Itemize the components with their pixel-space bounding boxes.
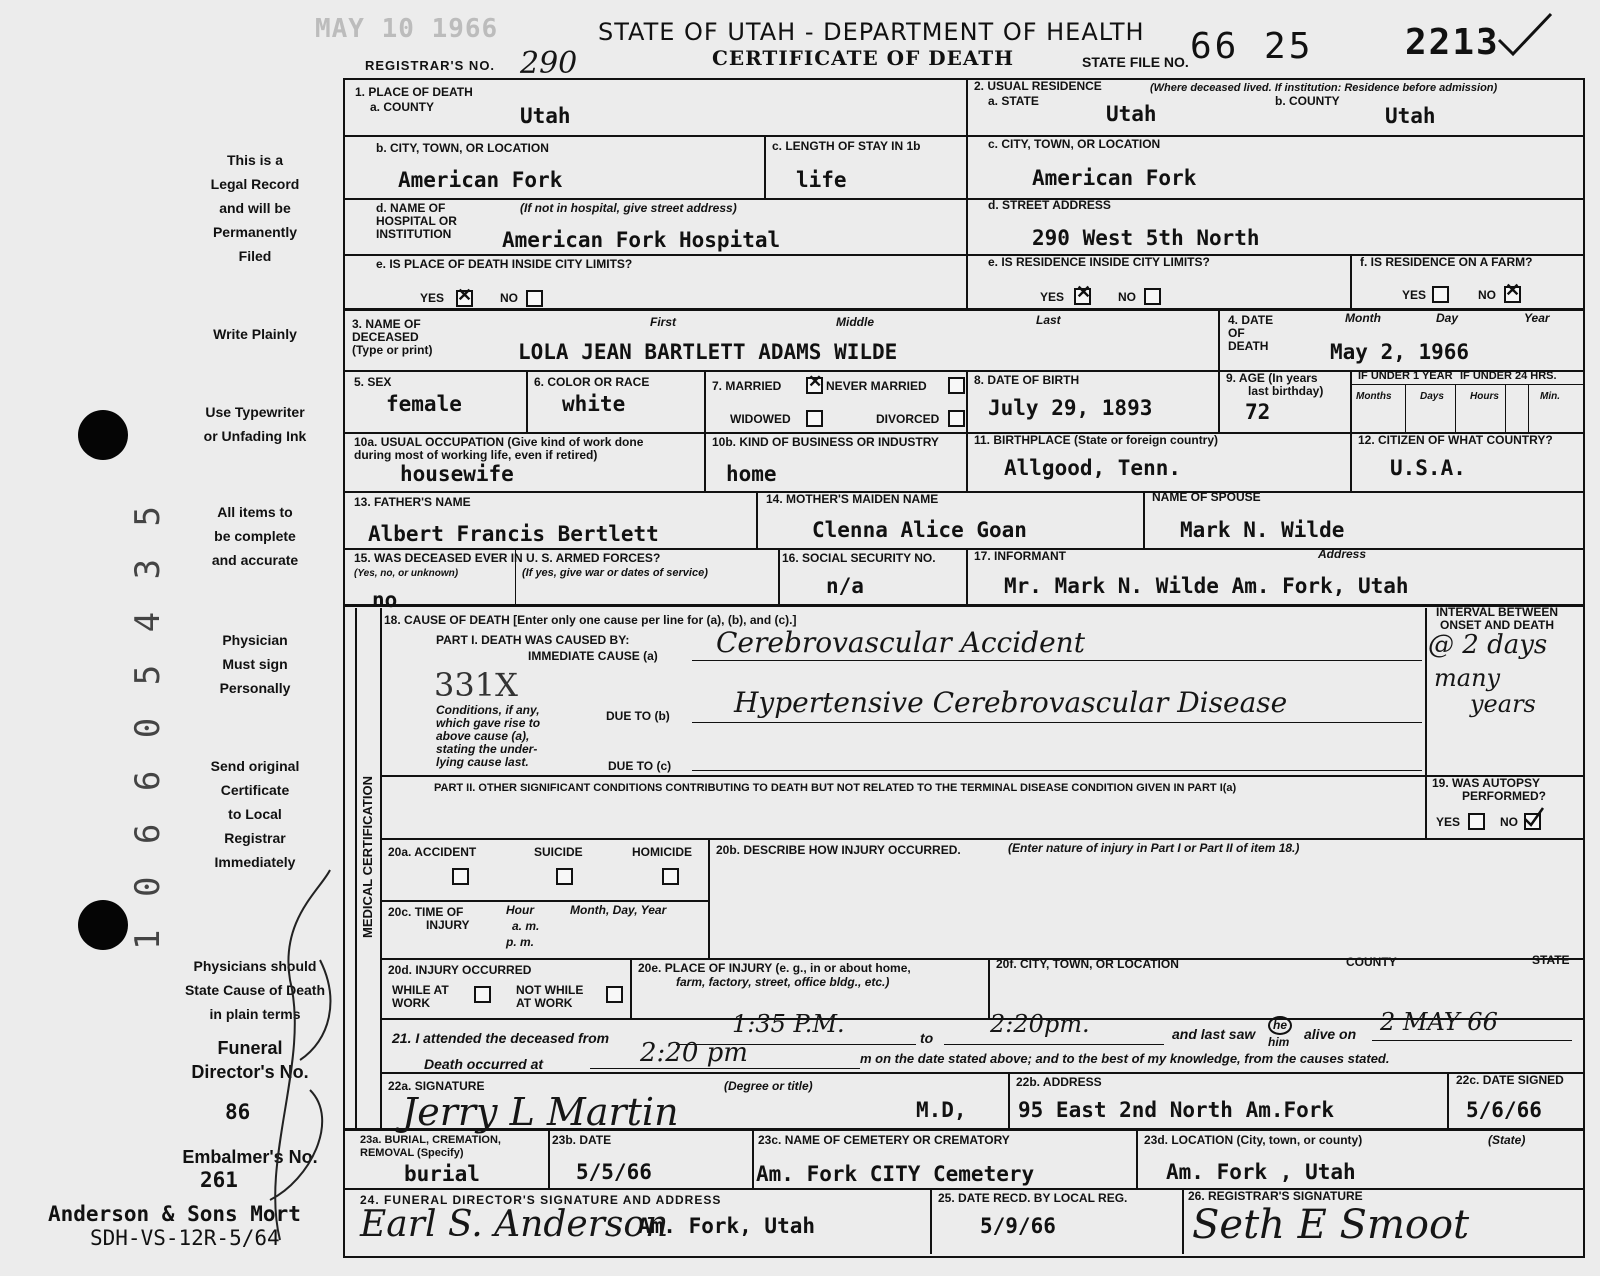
hour-label: Hour: [506, 903, 534, 917]
registrar-signature: Seth E Smoot: [1192, 1202, 1470, 1248]
state-file-label: STATE FILE NO.: [1082, 54, 1189, 70]
physician-address-label: 22b. ADDRESS: [1016, 1075, 1102, 1089]
physician-address: 95 East 2nd North Am.Fork: [1018, 1098, 1335, 1122]
registrar-signature-label: 26. REGISTRAR'S SIGNATURE: [1188, 1189, 1363, 1203]
citizen-label: 12. CITIZEN OF WHAT COUNTRY?: [1358, 433, 1553, 447]
residence-city-label: c. CITY, TOWN, OR LOCATION: [988, 137, 1161, 151]
under-24-hrs-label: IF UNDER 24 HRS.: [1460, 370, 1557, 382]
hospital-name: American Fork Hospital: [502, 228, 781, 252]
place-of-death-heading: 1. PLACE OF DEATH: [355, 85, 473, 99]
sidebar-typewriter: Use Typewriter or Unfading Ink: [203, 404, 307, 444]
married-label: 7. MARRIED: [712, 379, 782, 393]
date-of-death-label: 4. DATE OF DEATH: [1228, 313, 1274, 353]
under-1-year-label: IF UNDER 1 YEAR: [1358, 370, 1453, 382]
last-seen-date: 2 MAY 66: [1380, 1008, 1498, 1036]
state-file-no: 66 25: [1190, 26, 1314, 67]
never-married-label: NEVER MARRIED: [826, 379, 927, 393]
signature-scrawl: [250, 860, 360, 1260]
due-to-c-label: DUE TO (c): [608, 759, 672, 773]
residence-state-label: a. STATE: [988, 94, 1039, 108]
while-at-work-checkbox[interactable]: [474, 986, 491, 1003]
due-to-b-label: DUE TO (b): [606, 709, 670, 723]
months-label: Months: [1356, 391, 1392, 402]
never-married-checkbox[interactable]: [948, 377, 965, 394]
month-label: Month: [1345, 311, 1381, 325]
alive-on-label: alive on: [1304, 1026, 1357, 1042]
sidebar-items-complete: All items to be complete and accurate: [211, 504, 299, 568]
informant: Mr. Mark N. Wilde Am. Fork, Utah: [1004, 574, 1409, 598]
race-label: 6. COLOR OR RACE: [534, 375, 650, 389]
burial-date-label: 23b. DATE: [552, 1133, 612, 1147]
injury-occurred-label: 20d. INJURY OCCURRED: [388, 963, 532, 977]
ssn-label: 16. SOCIAL SECURITY NO.: [782, 551, 936, 565]
while-at-work-label: WHILE AT WORK: [392, 983, 449, 1010]
res-limits-no-label: NO: [1118, 290, 1136, 304]
immediate-cause-label: IMMEDIATE CAUSE (a): [528, 649, 658, 663]
interval-b-line1: many: [1434, 664, 1501, 692]
funeral-director-label: Funeral Director's No.: [191, 1038, 309, 1082]
burial-method: burial: [404, 1162, 480, 1186]
business: home: [726, 462, 777, 486]
father-label: 13. FATHER'S NAME: [354, 495, 471, 509]
cemetery-name: Am. Fork CITY Cemetery: [756, 1162, 1035, 1186]
residence-county: Utah: [1385, 104, 1436, 128]
middle-label: Middle: [836, 315, 874, 329]
occupation-label: 10a. USUAL OCCUPATION (Give kind of work done during most of working life, even if retired): [354, 435, 644, 462]
death-occurred-label: Death occurred at: [424, 1056, 544, 1072]
cemetery-label: 23c. NAME OF CEMETERY OR CREMATORY: [758, 1133, 1010, 1147]
immediate-cause: Cerebrovascular Accident: [716, 626, 1085, 659]
sidebar-physician-sign: Physician Must sign Personally: [219, 632, 291, 696]
time-of-injury-label: 20c. TIME OF INJURY: [388, 905, 470, 932]
death-inside-limits-label: e. IS PLACE OF DEATH INSIDE CITY LIMITS?: [376, 257, 633, 271]
business-label: 10b. KIND OF BUSINESS OR INDUSTRY: [712, 435, 939, 449]
homicide-checkbox[interactable]: [662, 868, 679, 885]
funeral-director-sig-label: 24. FUNERAL DIRECTOR'S SIGNATURE AND ADDRESS: [360, 1193, 722, 1207]
farm-label: f. IS RESIDENCE ON A FARM?: [1360, 255, 1533, 269]
burial-label: 23a. BURIAL, CREMATION, REMOVAL (Specify): [360, 1134, 501, 1159]
deceased-name: LOLA JEAN BARTLETT ADAMS WILDE: [518, 340, 898, 364]
injury-city-label: 20f. CITY, TOWN, OR LOCATION: [996, 957, 1179, 971]
state-note: (State): [1488, 1133, 1526, 1147]
spouse-label: NAME OF SPOUSE: [1152, 490, 1261, 504]
am-label: a. m.: [512, 919, 540, 933]
physician-signature: Jerry L Martin: [402, 1090, 679, 1134]
x-mark-icon: ✕: [1076, 282, 1092, 302]
hospital-label: d. NAME OF HOSPITAL OR INSTITUTION: [376, 201, 457, 241]
suicide-checkbox[interactable]: [556, 868, 573, 885]
deceased-name-label: 3. NAME OF DECEASED (Type or print): [352, 317, 433, 357]
injury-state-label: STATE: [1532, 953, 1570, 967]
checkmark-icon: [1522, 805, 1546, 829]
conditions-note: Conditions, if any, which gave rise to above cause (a), stating the under- lying cause last.: [436, 703, 541, 769]
not-at-work-label: NOT WHILE AT WORK: [516, 983, 584, 1010]
mother-name: Clenna Alice Goan: [812, 518, 1027, 542]
date-received: 5/9/66: [980, 1214, 1056, 1238]
place-of-injury-note: farm, factory, street, office bldg., etc.): [676, 975, 890, 989]
serial-no: 2213: [1405, 22, 1500, 63]
not-at-work-checkbox[interactable]: [606, 986, 623, 1003]
burial-date: 5/5/66: [576, 1160, 652, 1184]
farm-no-label: NO: [1478, 288, 1496, 302]
first-label: First: [650, 315, 677, 329]
death-occurred-tail: m on the date stated above; and to the best of my knowledge, from the causes stated.: [860, 1051, 1390, 1066]
cemetery-location-label: 23d. LOCATION (City, town, or county): [1144, 1133, 1363, 1147]
street-address: 290 West 5th North: [1032, 226, 1260, 250]
punch-hole-bottom: [78, 900, 128, 950]
race: white: [562, 392, 626, 416]
widowed-checkbox[interactable]: [806, 410, 823, 427]
date-signed-label: 22c. DATE SIGNED: [1456, 1073, 1564, 1087]
autopsy-yes-label: YES: [1436, 815, 1461, 829]
res-limits-yes-label: YES: [1040, 290, 1065, 304]
part2-label: PART II. OTHER SIGNIFICANT CONDITIONS CONTRIBUTING TO DEATH BUT NOT RELATED TO THE TERMINAL DISEASE CONDITION GIVEN IN PART I(a): [434, 782, 1237, 794]
interval-label: INTERVAL BETWEEN ONSET AND DEATH: [1436, 605, 1559, 632]
embalmer-label: Embalmer's No.: [182, 1147, 318, 1167]
residence-heading: 2. USUAL RESIDENCE: [974, 79, 1102, 93]
birthplace-label: 11. BIRTHPLACE (State or foreign country): [974, 433, 1219, 447]
sidebar-legal-record: This is a Legal Record and will be Permanently Filed: [210, 152, 300, 264]
physician-degree: M.D,: [916, 1098, 967, 1122]
injury-description-note: (Enter nature of injury in Part I or Part II of item 18.): [1008, 841, 1300, 855]
to-label: to: [920, 1030, 934, 1046]
cemetery-location: Am. Fork , Utah: [1166, 1160, 1356, 1184]
accident-label: 20a. ACCIDENT: [388, 845, 477, 859]
punch-hole-top: [78, 410, 128, 460]
accident-checkbox[interactable]: [452, 868, 469, 885]
sidebar-send-original: Send original Certificate to Local Registrar Immediately: [210, 758, 300, 870]
interval-a: @ 2 days: [1428, 630, 1548, 660]
x-mark-icon: ✕: [457, 285, 473, 305]
death-limits-no-checkbox[interactable]: [526, 290, 543, 307]
attended-from: 1:35 P.M.: [732, 1010, 845, 1038]
residence-city: American Fork: [1032, 166, 1197, 190]
date-of-birth-label: 8. DATE OF BIRTH: [974, 373, 1080, 387]
day-label: Day: [1436, 311, 1459, 325]
autopsy-no-label: NO: [1500, 815, 1518, 829]
cause-heading: 18. CAUSE OF DEATH [Enter only one cause per line for (a), (b), and (c).]: [384, 613, 797, 627]
part1-label: PART I. DEATH WAS CAUSED BY:: [436, 633, 630, 647]
informant-address-label: Address: [1318, 547, 1367, 561]
residence-state: Utah: [1106, 102, 1157, 126]
age: 72: [1245, 400, 1271, 424]
registrar-no: 290: [520, 46, 578, 81]
ssn: n/a: [826, 574, 864, 598]
cause-code: 331X: [434, 666, 518, 704]
stamp-date: MAY 10 1966: [315, 14, 499, 44]
armed-forces-label: 15. WAS DECEASED EVER IN U. S. ARMED FORCES?: [354, 551, 661, 565]
residence-heading-note: (Where deceased lived. If institution: Residence before admission): [1150, 82, 1498, 94]
injury-description-label: 20b. DESCRIBE HOW INJURY OCCURRED.: [716, 843, 961, 857]
embalmer-no: 261: [200, 1168, 238, 1192]
death-limits-no-label: NO: [500, 291, 518, 305]
injury-county-label: COUNTY: [1346, 955, 1397, 969]
pm-label: p. m.: [506, 935, 535, 949]
certificate-title: CERTIFICATE OF DEATH: [712, 46, 1015, 70]
medical-certification-label: MEDICAL CERTIFICATION: [360, 776, 375, 939]
hospital-note: (If not in hospital, give street address): [520, 201, 737, 215]
death-county: Utah: [520, 104, 571, 128]
date-received-label: 25. DATE RECD. BY LOCAL REG.: [938, 1191, 1128, 1205]
checkmark-icon: [1495, 10, 1555, 60]
death-city-label: b. CITY, TOWN, OR LOCATION: [376, 141, 549, 155]
informant-label: 17. INFORMANT: [974, 549, 1067, 563]
he-label: he: [1268, 1016, 1292, 1035]
res-limits-no-checkbox[interactable]: [1144, 288, 1161, 305]
attended-to: 2:20pm.: [990, 1010, 1090, 1038]
spouse-name: Mark N. Wilde: [1180, 518, 1345, 542]
residence-inside-limits-label: e. IS RESIDENCE INSIDE CITY LIMITS?: [988, 255, 1210, 269]
x-mark-icon: ✕: [808, 372, 823, 391]
degree-label: (Degree or title): [724, 1079, 813, 1093]
death-city: American Fork: [398, 168, 563, 192]
birthplace: Allgood, Tenn.: [1004, 456, 1182, 480]
place-of-injury-label: 20e. PLACE OF INJURY (e. g., in or about home,: [638, 961, 911, 975]
funeral-director-no: 86: [225, 1100, 251, 1124]
hours-label: Hours: [1470, 391, 1499, 402]
homicide-label: HOMICIDE: [632, 845, 692, 859]
mother-label: 14. MOTHER'S MAIDEN NAME: [766, 492, 939, 506]
farm-yes-label: YES: [1402, 288, 1427, 302]
registrar-no-label: REGISTRAR'S NO.: [365, 58, 496, 73]
month-day-year-label: Month, Day, Year: [570, 903, 667, 917]
suicide-label: SUICIDE: [534, 845, 583, 859]
date-of-birth: July 29, 1893: [988, 396, 1153, 420]
vertical-file-number: 1 0 6 6 0 5 4 3 5: [128, 500, 168, 950]
sidebar-write-plainly: Write Plainly: [213, 326, 297, 342]
funeral-director-signature: Earl S. Anderson: [360, 1204, 669, 1245]
occupation: housewife: [400, 462, 514, 486]
street-address-label: d. STREET ADDRESS: [988, 198, 1111, 212]
days-label: Days: [1420, 391, 1444, 402]
page-title: STATE OF UTAH - DEPARTMENT OF HEALTH: [598, 18, 1145, 46]
divorced-label: DIVORCED: [876, 412, 940, 426]
death-limits-yes-label: YES: [420, 291, 445, 305]
age-label: 9. AGE (In years last birthday): [1226, 371, 1324, 398]
attended-label: 21. I attended the deceased from: [392, 1030, 610, 1046]
length-of-stay: life: [796, 168, 847, 192]
armed-forces-note-1: (Yes, no, or unknown): [354, 568, 459, 579]
mortuary-name: Anderson & Sons Mort: [48, 1202, 301, 1226]
divorced-checkbox[interactable]: [948, 410, 965, 427]
funeral-director-address: Am. Fork, Utah: [638, 1214, 816, 1238]
farm-yes-checkbox[interactable]: [1432, 286, 1449, 303]
last-saw-label: and last saw: [1172, 1026, 1256, 1042]
armed-forces-note-2: (If yes, give war or dates of service): [522, 567, 708, 579]
signature-label: 22a. SIGNATURE: [388, 1079, 485, 1093]
sex: female: [386, 392, 462, 416]
armed-forces: no: [372, 588, 398, 612]
residence-county-label: b. COUNTY: [1275, 94, 1340, 108]
sex-label: 5. SEX: [354, 375, 392, 389]
father-name: Albert Francis Bertlett: [368, 522, 659, 546]
widowed-label: WIDOWED: [730, 412, 791, 426]
citizen: U.S.A.: [1390, 456, 1466, 480]
death-time: 2:20 pm: [640, 1038, 748, 1068]
x-mark-icon: ✕: [1505, 280, 1521, 300]
autopsy-yes-checkbox[interactable]: [1468, 813, 1485, 830]
date-signed: 5/6/66: [1466, 1098, 1542, 1122]
him-label: him: [1268, 1035, 1290, 1049]
sidebar-physicians-cause: Physicians should State Cause of Death in plain terms: [184, 958, 326, 1022]
last-label: Last: [1036, 313, 1061, 327]
death-county-label: a. COUNTY: [370, 100, 435, 114]
due-to-b: Hypertensive Cerebrovascular Disease: [734, 686, 1288, 719]
interval-b-line2: years: [1470, 690, 1536, 718]
year-label: Year: [1524, 311, 1550, 325]
date-of-death: May 2, 1966: [1330, 340, 1470, 364]
form-number: SDH-VS-12R-5/64: [90, 1226, 280, 1250]
autopsy-label: 19. WAS AUTOPSY PERFORMED?: [1432, 776, 1546, 803]
length-of-stay-label: c. LENGTH OF STAY IN 1b: [772, 139, 921, 153]
min-label: Min.: [1540, 391, 1560, 402]
